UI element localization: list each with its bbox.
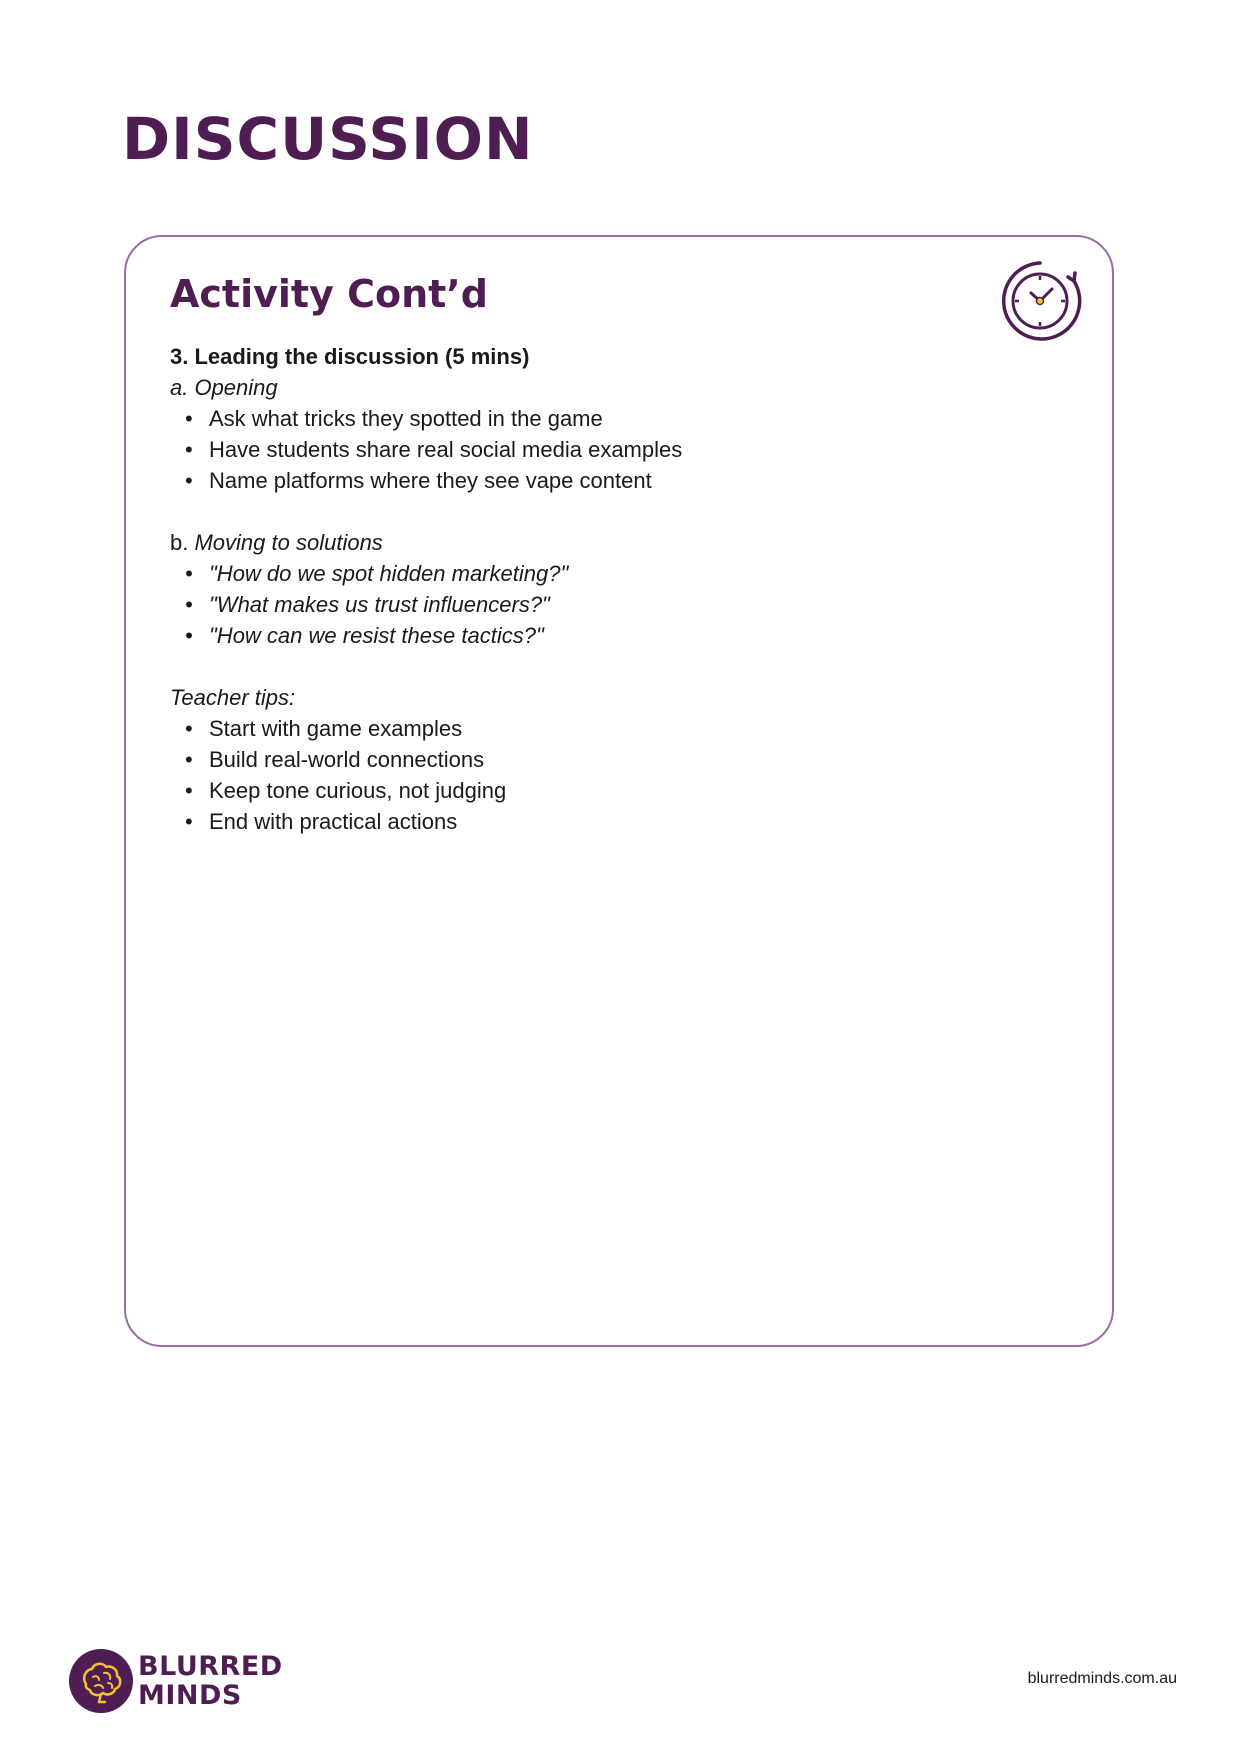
stopwatch-icon <box>998 259 1082 343</box>
activity-card <box>124 235 1114 1347</box>
logo-line-1: BLURRED <box>138 1651 283 1682</box>
solutions-heading-text: Moving to solutions <box>194 530 383 555</box>
logo-text <box>138 1652 283 1710</box>
opening-heading: a. Opening <box>170 375 278 400</box>
list-item: • "How do we spot hidden marketing?" <box>185 558 970 589</box>
list-item: • "What makes us trust influencers?" <box>185 589 970 620</box>
solutions-list <box>170 558 970 651</box>
tips-list <box>170 713 970 837</box>
card-title: Activity Cont’d <box>170 272 488 316</box>
list-item: • Ask what tricks they spotted in the game <box>185 403 970 434</box>
solutions-prefix: b. <box>170 530 189 555</box>
brand-logo <box>68 1648 283 1716</box>
list-item: • Name platforms where they see vape content <box>185 465 970 496</box>
section-heading: 3. Leading the discussion (5 mins) <box>170 344 530 369</box>
logo-line-2: MINDS <box>138 1680 242 1711</box>
list-item: • "How can we resist these tactics?" <box>185 620 970 651</box>
list-item: • Have students share real social media examples <box>185 434 970 465</box>
tips-heading: Teacher tips: <box>170 685 296 710</box>
list-item: • Keep tone curious, not judging <box>185 775 970 806</box>
list-item: • Build real-world connections <box>185 744 970 775</box>
footer-url[interactable]: blurredminds.com.au <box>1027 1670 1177 1687</box>
list-item: • End with practical actions <box>185 806 970 837</box>
page-title: DISCUSSION <box>122 105 534 173</box>
opening-list <box>170 403 970 496</box>
card-content <box>170 341 970 837</box>
list-item: • Start with game examples <box>185 713 970 744</box>
solutions-heading <box>170 527 970 558</box>
brain-icon <box>68 1648 134 1714</box>
